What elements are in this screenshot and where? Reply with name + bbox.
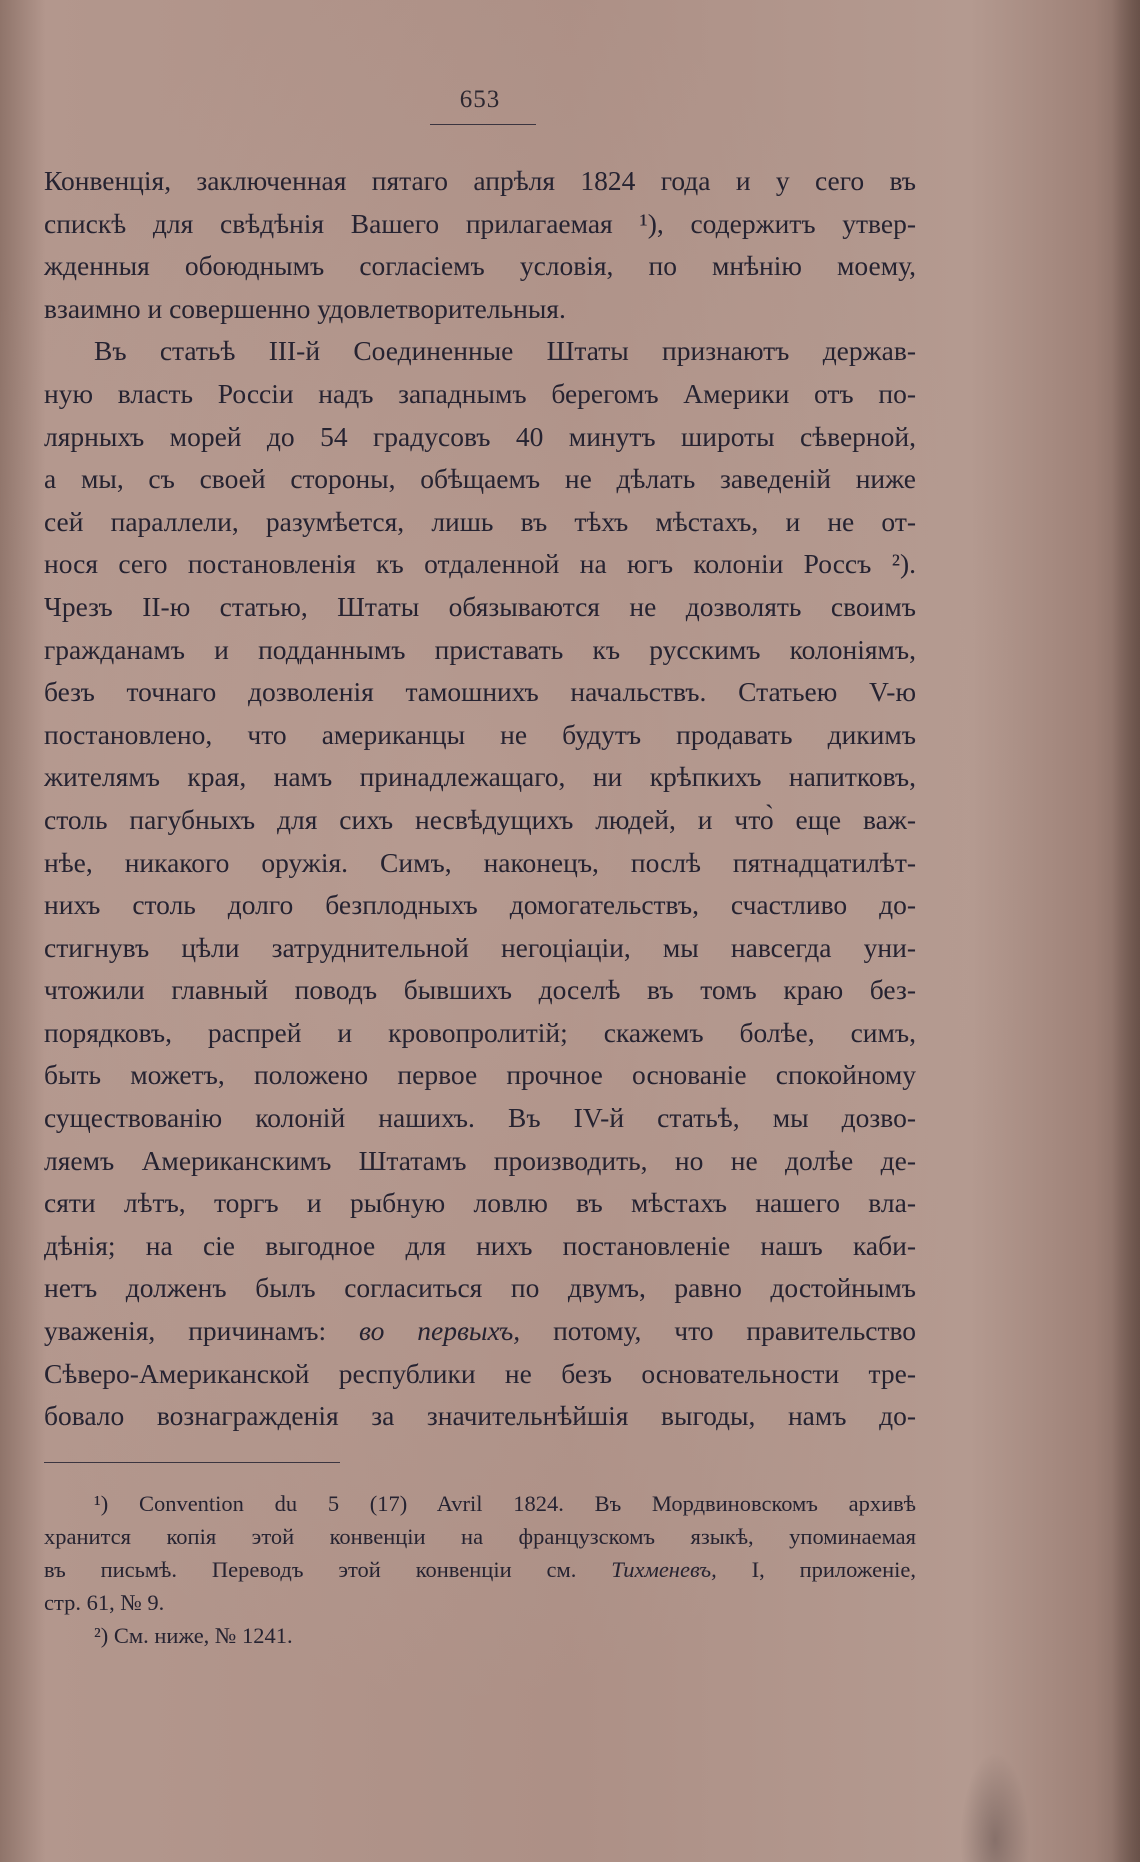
text-line: ную власть Россіи надъ западнымъ берегомъ Америки отъ по- (44, 377, 916, 409)
text-segment: I, приложеніе, (716, 1557, 916, 1582)
footnote-separator (44, 1462, 340, 1463)
text-segment: уваженія, причинамъ: (44, 1315, 360, 1347)
text-line: нося сего постановленія къ отдаленной на югъ колоніи Россъ ²). (44, 548, 916, 580)
text-line: а мы, съ своей стороны, обѣщаемъ не дѣлать заведеній ниже (44, 463, 916, 495)
footnote-2: ²) См. ниже, № 1241. (94, 1623, 293, 1648)
text-line: Въ статьѣ III-й Соединенные Штаты признаютъ держав- (94, 335, 916, 367)
text-line: взаимно и совершенно удовлетворительныя. (44, 292, 566, 324)
text-line: сяти лѣтъ, торгъ и рыбную ловлю въ мѣстахъ нашего вла- (44, 1187, 916, 1219)
text-line: порядковъ, распрей и кровопролитій; скажемъ болѣе, симъ, (44, 1016, 916, 1048)
page-number-underline (430, 124, 536, 125)
text-segment: въ письмѣ. Переводъ этой конвенціи см. (44, 1557, 612, 1582)
text-line: безъ точнаго дозволенія тамошнихъ начальствъ. Статьею V-ю (44, 676, 916, 708)
text-line: быть можетъ, положено первое прочное основаніе спокойному (44, 1059, 916, 1091)
text-line: сей параллели, разумѣется, лишь въ тѣхъ мѣстахъ, и не от- (44, 505, 916, 537)
italic-author: Тихменевъ, (611, 1557, 717, 1582)
text-line: Конвенція, заключенная пятаго апрѣля 1824 года и у сего въ (44, 165, 916, 196)
text-line: бовало вознагражденія за значительнѣйшія выгоды, намъ до- (44, 1400, 916, 1432)
footnote-1-line: ¹) Convention du 5 (17) Avril 1824. Въ Мордвиновскомъ архивѣ (94, 1491, 916, 1516)
text-segment: потому, что правительство (520, 1315, 917, 1347)
footnote-1-line: стр. 61, № 9. (44, 1590, 165, 1615)
text-line: дѣнія; на сіе выгодное для нихъ постановленіе нашъ каби- (44, 1229, 916, 1261)
text-line: постановлено, что американцы не будутъ продавать дикимъ (44, 718, 916, 750)
text-line: столь пагубныхъ для сихъ несвѣдущихъ людей, и что̀ еще важ- (44, 803, 916, 835)
footnote-1-line-with-emphasis (44, 1553, 916, 1586)
text-line: спискѣ для свѣдѣнія Вашего прилагаемая ¹), содержитъ утвер- (44, 207, 916, 239)
footnotes (44, 1487, 916, 1652)
text-line: Сѣверо-Американской республики не безъ основательности тре- (44, 1357, 916, 1389)
text-line-with-emphasis (44, 1310, 916, 1353)
italic-phrase: во первыхъ, (359, 1315, 521, 1347)
text-line: стигнувъ цѣли затруднительной негоціаціи, мы навсегда уни- (44, 931, 916, 963)
scan-smudge (960, 1752, 1030, 1862)
text-line: нихъ столь долго безплодныхъ домогательствъ, счастливо до- (44, 889, 916, 921)
text-line: жителямъ края, намъ принадлежащаго, ни крѣпкихъ напитковъ, (44, 761, 916, 793)
text-line: лярныхъ морей до 54 градусовъ 40 минутъ широты сѣверной, (44, 420, 916, 452)
text-line: нетъ долженъ былъ согласиться по двумъ, равно достойнымъ (44, 1272, 916, 1304)
text-line: гражданамъ и подданнымъ приставать къ русскимъ колоніямъ, (44, 633, 916, 665)
text-line: жденныя обоюднымъ согласіемъ условія, по мнѣнію моему, (44, 250, 916, 282)
text-line: чтожили главный поводъ бывшихъ доселѣ въ томъ краю без- (44, 974, 916, 1006)
text-line: нѣе, никакого оружія. Симъ, наконецъ, послѣ пятнадцатилѣт- (44, 846, 916, 878)
text-line: ляемъ Американскимъ Штатамъ производить, но не долѣе де- (44, 1144, 916, 1176)
page-number: 653 (459, 86, 501, 113)
text-line: Чрезъ II-ю статью, Штаты обязываются не дозволять своимъ (44, 590, 916, 622)
main-text (44, 160, 916, 1438)
footnote-1-line: хранится копія этой конвенціи на французскомъ языкѣ, упоминаемая (44, 1524, 916, 1549)
text-line: существованію колоній нашихъ. Въ IV-й статьѣ, мы дозво- (44, 1102, 916, 1134)
